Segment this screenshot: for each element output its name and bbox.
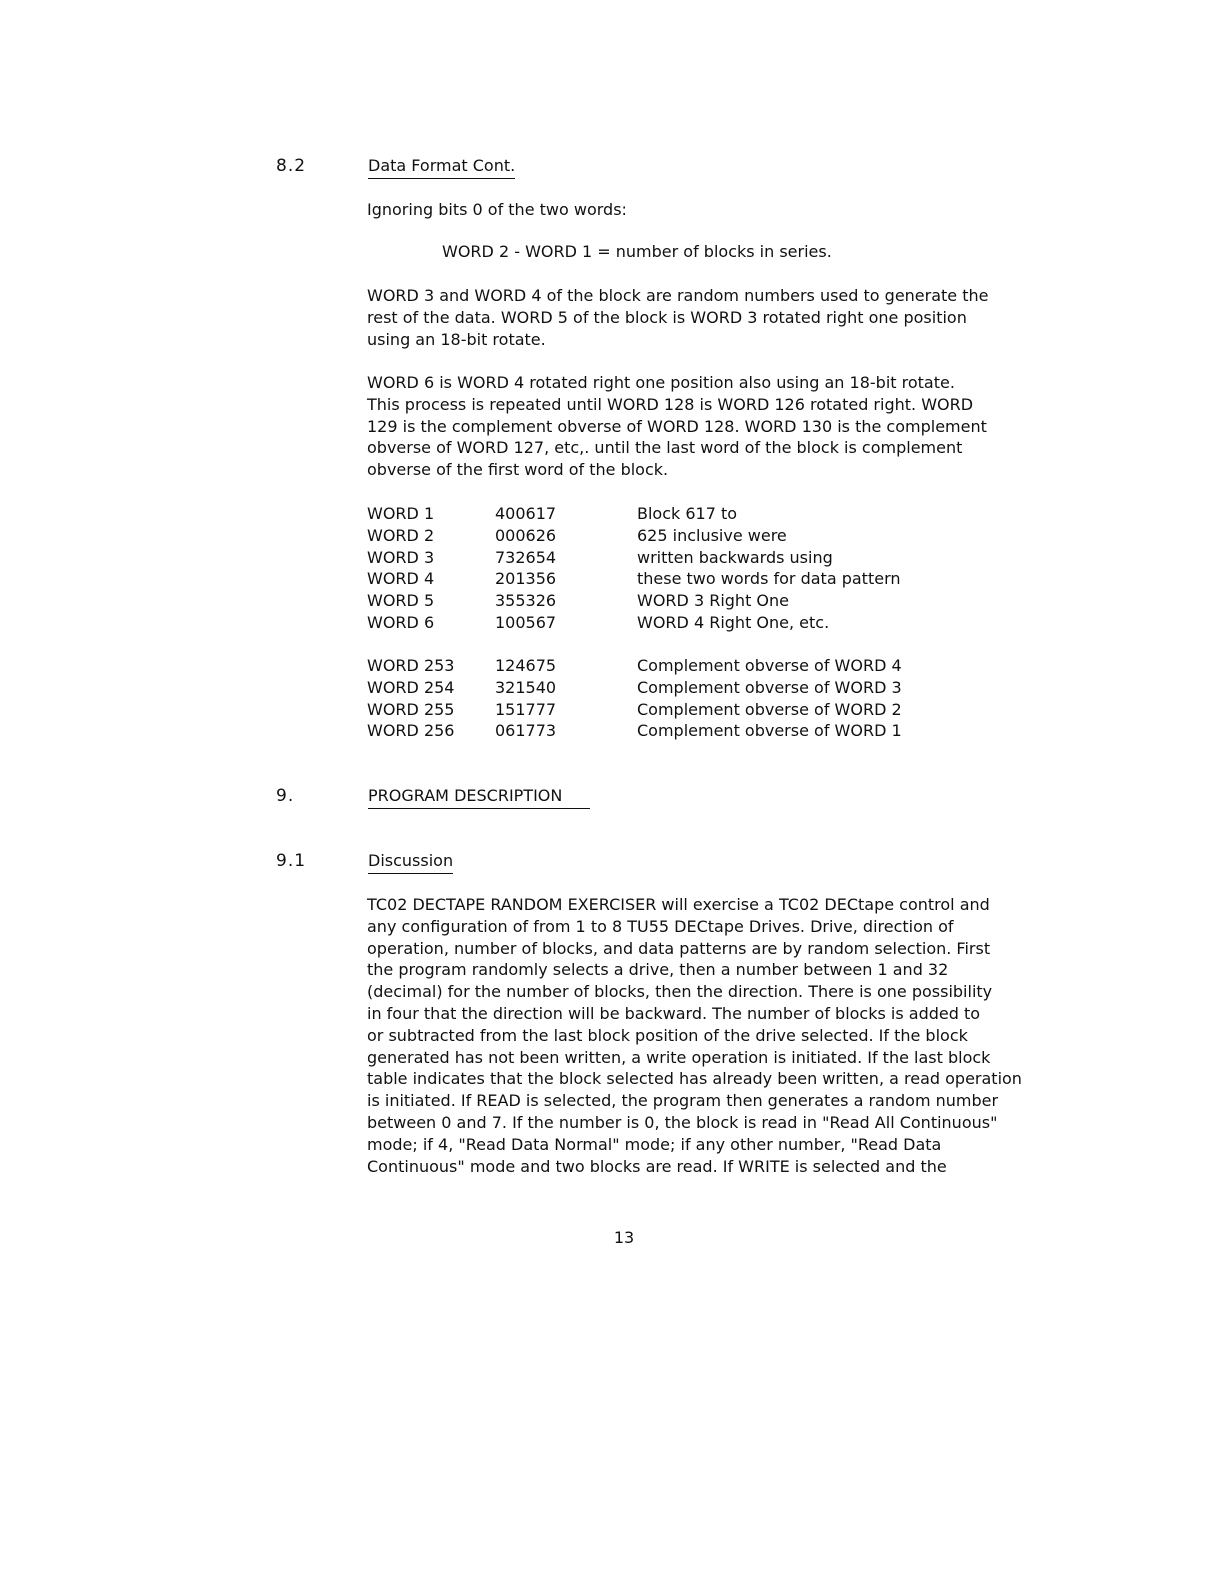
text-line: WORD 6 is WORD 4 rotated right one position also using an 18-bit rotate.	[367, 373, 955, 392]
word-value: 355326	[495, 591, 557, 611]
word-label: WORD 254	[367, 677, 455, 697]
word-label: WORD 253	[367, 656, 455, 675]
section-number-9: 9.	[276, 786, 295, 806]
paragraph-random-words	[367, 285, 1057, 350]
text-line: using an 18-bit rotate.	[367, 329, 546, 349]
text-line: obverse of WORD 127, etc,. until the last word of the block is complement	[367, 438, 963, 458]
text-line: (decimal) for the number of blocks, then the direction. There is one possibility	[367, 982, 993, 1002]
word-value: 732654	[495, 547, 557, 567]
text-line: This process is repeated until WORD 128 is WORD 126 rotated right. WORD	[367, 394, 974, 414]
text-line: mode; if 4, "Read Data Normal" mode; if any other number, "Read Data	[367, 1134, 942, 1154]
word-note: Complement obverse of WORD 4	[637, 656, 902, 675]
word-note: written backwards using	[637, 547, 833, 567]
word-value: 321540	[495, 677, 557, 697]
block-count-formula: WORD 2 - WORD 1 = number of blocks in series.	[442, 242, 832, 261]
word-note: WORD 4 Right One, etc.	[637, 612, 830, 632]
text-line: is initiated. If READ is selected, the program then generates a random number	[367, 1091, 999, 1111]
word-value: 100567	[495, 612, 557, 632]
text-line: table indicates that the block selected has already been written, a read operation	[367, 1069, 1022, 1089]
word-note: Complement obverse of WORD 2	[637, 699, 902, 719]
text-line: Continuous" mode and two blocks are read. If WRITE is selected and the	[367, 1156, 947, 1176]
text-line: generated has not been written, a write operation is initiated. If the last block	[367, 1047, 991, 1067]
text-line: operation, number of blocks, and data patterns are by random selection. First	[367, 938, 991, 958]
text-line: obverse of the first word of the block.	[367, 460, 669, 480]
word-note: WORD 3 Right One	[637, 591, 789, 611]
word-value: 400617	[495, 504, 557, 523]
word-label: WORD 255	[367, 699, 455, 719]
text-line: in four that the direction will be backward. The number of blocks is added to	[367, 1003, 981, 1023]
text-line: any configuration of from 1 to 8 TU55 DECtape Drives. Drive, direction of	[367, 916, 954, 936]
text-line: or subtracted from the last block position of the drive selected. If the block	[367, 1025, 968, 1045]
word-note: Complement obverse of WORD 3	[637, 677, 902, 697]
word-value: 201356	[495, 569, 557, 589]
text-line: rest of the data. WORD 5 of the block is WORD 3 rotated right one position	[367, 307, 967, 327]
word-note: 625 inclusive were	[637, 525, 787, 545]
section-number-8-2: 8.2	[276, 156, 307, 176]
paragraph-discussion	[367, 894, 1067, 1177]
text-line: 129 is the complement obverse of WORD 128. WORD 130 is the complement	[367, 416, 987, 436]
text-line: the program randomly selects a drive, then a number between 1 and 32	[367, 960, 949, 980]
word-label: WORD 3	[367, 547, 435, 567]
word-label: WORD 6	[367, 612, 435, 632]
word-value: 124675	[495, 656, 557, 675]
text-line: Ignoring bits 0 of the two words:	[367, 200, 627, 219]
section-number-9-1: 9.1	[276, 851, 307, 871]
page-number: 13	[613, 1228, 635, 1247]
word-note: Block 617 to	[637, 504, 738, 523]
intro-text	[367, 199, 1057, 221]
text-line: between 0 and 7. If the number is 0, the block is read in "Read All Continuous"	[367, 1112, 998, 1132]
section-heading-program-description: PROGRAM DESCRIPTION	[368, 786, 590, 809]
word-value: 000626	[495, 525, 557, 545]
word-label: WORD 5	[367, 591, 435, 611]
word-label: WORD 256	[367, 721, 455, 741]
word-note: Complement obverse of WORD 1	[637, 721, 902, 741]
word-note: these two words for data pattern	[637, 569, 901, 589]
word-label: WORD 1	[367, 504, 435, 523]
word-value: 151777	[495, 699, 557, 719]
text-line: WORD 3 and WORD 4 of the block are random numbers used to generate the	[367, 286, 989, 305]
section-heading-data-format: Data Format Cont.	[368, 156, 515, 179]
word-label: WORD 4	[367, 569, 435, 589]
word-label: WORD 2	[367, 525, 435, 545]
text-line: TC02 DECTAPE RANDOM EXERCISER will exercise a TC02 DECtape control and	[367, 895, 990, 914]
word-value: 061773	[495, 721, 557, 741]
paragraph-rotate-process	[367, 372, 1057, 481]
section-heading-discussion: Discussion	[368, 851, 453, 874]
